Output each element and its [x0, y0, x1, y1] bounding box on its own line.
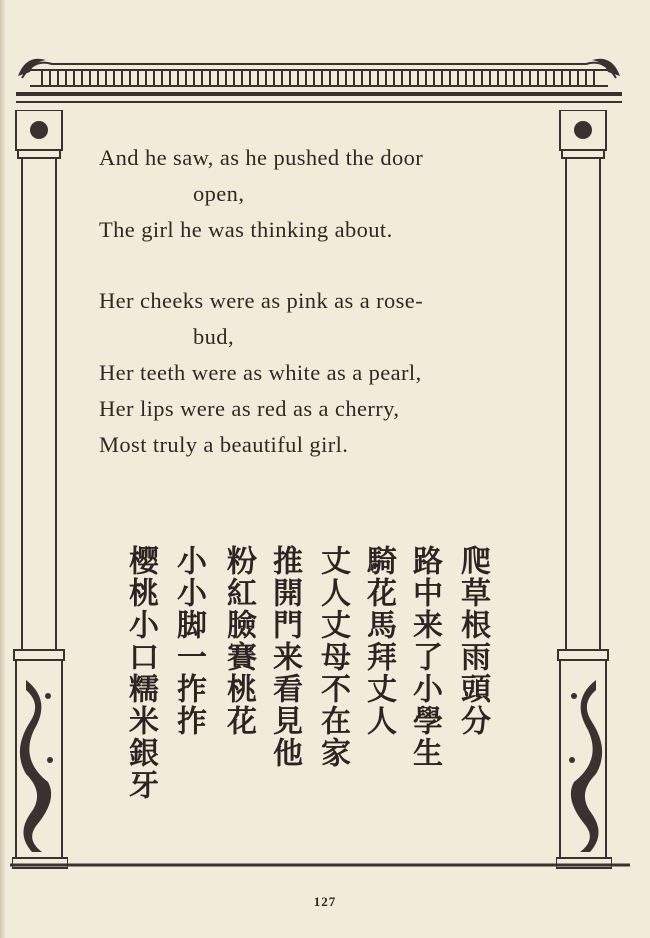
chinese-column-3: 騎花馬拜丈人	[361, 545, 396, 737]
verse-line: Her teeth were as white as a pearl,	[99, 360, 422, 385]
right-pillar-dragon-ornament	[556, 110, 612, 872]
chinese-verse	[120, 545, 500, 815]
left-pillar-dragon-ornament	[12, 110, 68, 872]
verse-line: And he saw, as he pushed the door	[99, 145, 424, 170]
verse-line: The girl he was thinking about.	[99, 217, 393, 242]
verse-line-continuation: open,	[193, 181, 245, 206]
chinese-column-6: 粉紅臉賽桃花	[221, 545, 256, 737]
chinese-column-4: 丈人丈母不在家	[315, 545, 350, 769]
english-verse	[99, 140, 539, 463]
verse-stanza-2	[99, 283, 539, 463]
verse-line: Her lips were as red as a cherry,	[99, 396, 400, 421]
chinese-column-7: 小小脚一拃拃	[171, 545, 206, 737]
stanza-gap	[99, 248, 539, 283]
verse-line: Her cheeks were as pink as a rose-	[99, 288, 424, 313]
chinese-column-2: 路中来了小學生	[407, 545, 442, 769]
frame-base-rule	[10, 858, 630, 872]
verse-line: Most truly a beautiful girl.	[99, 432, 349, 457]
verse-stanza-1	[99, 140, 539, 248]
page-number: 127	[313, 894, 337, 909]
verse-line-continuation: bud,	[193, 324, 234, 349]
page-spine-shadow	[0, 0, 6, 938]
chinese-column-5: 推開門来看見他	[267, 545, 302, 769]
chinese-column-1: 爬草根雨頭分	[455, 545, 490, 737]
frame-roof-ornament	[12, 50, 626, 110]
chinese-column-8: 樱桃小口糯米銀牙	[123, 545, 158, 801]
